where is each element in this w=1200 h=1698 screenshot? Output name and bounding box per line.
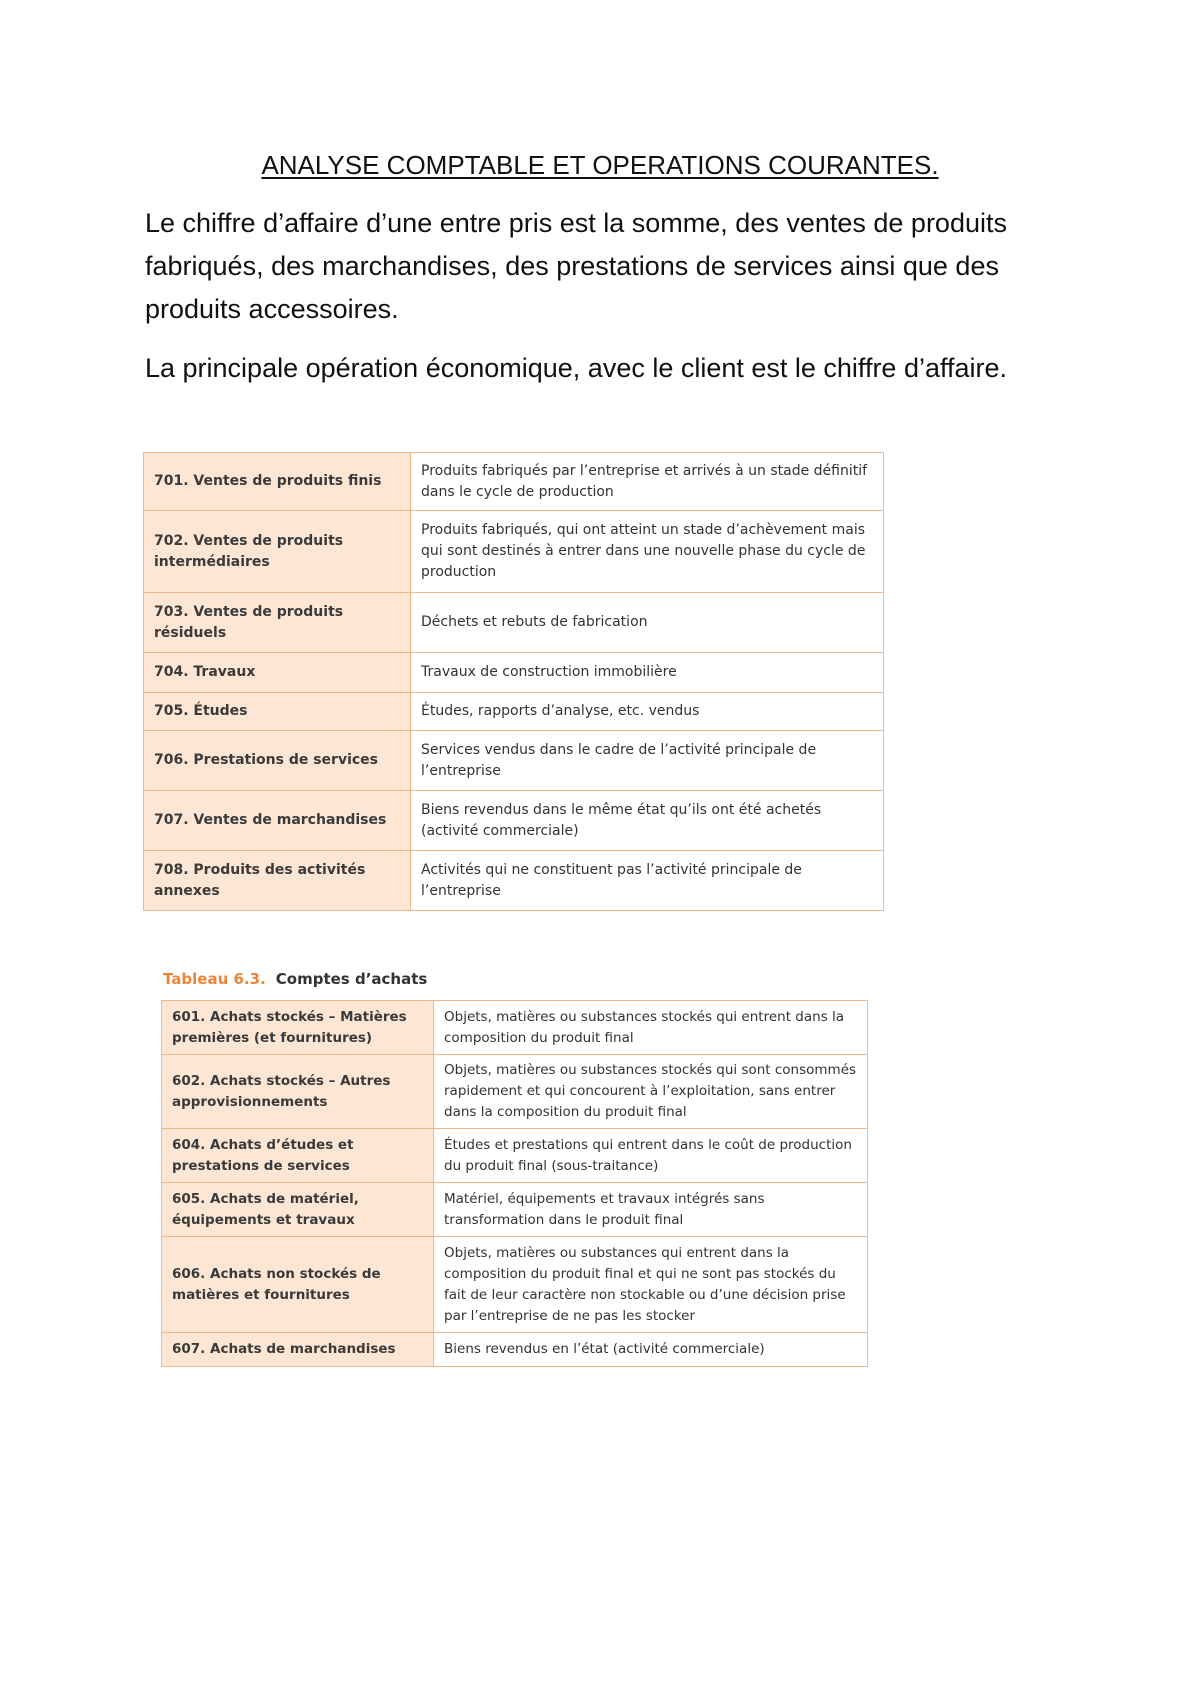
table-caption-title: Comptes d’achats	[275, 970, 428, 988]
account-description: Études et prestations qui entrent dans le coût de production du produit final (sous-traitance)	[434, 1129, 868, 1183]
intro-paragraph: La principale opération économique, avec le client est le chiffre d’affaire.	[145, 353, 1008, 383]
account-description: Biens revendus dans le même état qu’ils ont été achetés (activité commerciale)	[411, 791, 884, 851]
table-row	[144, 693, 884, 731]
table-row	[144, 511, 884, 593]
account-code: 602. Achats stockés – Autres approvisionnements	[162, 1055, 434, 1129]
table-caption-number: Tableau 6.3.	[163, 970, 266, 988]
table-row	[144, 453, 884, 511]
table-row	[162, 1055, 868, 1129]
account-description: Déchets et rebuts de fabrication	[411, 593, 884, 653]
account-description: Biens revendus en l’état (activité commerciale)	[434, 1333, 868, 1367]
account-description: Objets, matières ou substances stockés qui entrent dans la composition du produit final	[434, 1001, 868, 1055]
table-row	[162, 1129, 868, 1183]
account-code: 607. Achats de marchandises	[162, 1333, 434, 1367]
account-description: Travaux de construction immobilière	[411, 653, 884, 693]
account-code: 601. Achats stockés – Matières premières (et fournitures)	[162, 1001, 434, 1055]
purchase-accounts-table	[161, 1000, 868, 1367]
table-row	[144, 593, 884, 653]
account-description: Études, rapports d’analyse, etc. vendus	[411, 693, 884, 731]
account-description: Activités qui ne constituent pas l’activité principale de l’entreprise	[411, 851, 884, 911]
account-code: 706. Prestations de services	[144, 731, 411, 791]
table-row	[162, 1183, 868, 1237]
account-code: 705. Études	[144, 693, 411, 731]
sales-accounts-table	[143, 452, 884, 911]
table-row	[162, 1333, 868, 1367]
table-caption	[163, 970, 427, 988]
table-row	[144, 851, 884, 911]
table-row	[144, 653, 884, 693]
table-row	[144, 731, 884, 791]
table-row	[144, 791, 884, 851]
account-description: Produits fabriqués, qui ont atteint un stade d’achèvement mais qui sont destinés à entrer dans une nouvelle phase du cycle de production	[411, 511, 884, 593]
table-row	[162, 1237, 868, 1333]
account-code: 704. Travaux	[144, 653, 411, 693]
account-code: 708. Produits des activités annexes	[144, 851, 411, 911]
account-description: Services vendus dans le cadre de l’activité principale de l’entreprise	[411, 731, 884, 791]
account-code: 604. Achats d’études et prestations de services	[162, 1129, 434, 1183]
account-code: 606. Achats non stockés de matières et fournitures	[162, 1237, 434, 1333]
account-description: Matériel, équipements et travaux intégrés sans transformation dans le produit final	[434, 1183, 868, 1237]
account-code: 707. Ventes de marchandises	[144, 791, 411, 851]
account-code: 702. Ventes de produits intermédiaires	[144, 511, 411, 593]
intro-paragraph: Le chiffre d’affaire d’une entre pris est la somme, des ventes de produits fabriqués, des marchandises, des prestations de services ainsi que des produits accessoires.	[145, 208, 1007, 324]
account-description: Objets, matières ou substances qui entrent dans la composition du produit final et qui ne sont pas stockés du fait de leur caractère non stockable ou d’une décision prise par l’entreprise de ne pas les stocker	[434, 1237, 868, 1333]
account-description: Objets, matières ou substances stockés qui sont consommés rapidement et qui concourent à l’exploitation, sans entrer dans la composition du produit final	[434, 1055, 868, 1129]
account-code: 701. Ventes de produits finis	[144, 453, 411, 511]
page-title: ANALYSE COMPTABLE ET OPERATIONS COURANTES.	[261, 150, 939, 180]
account-code: 703. Ventes de produits résiduels	[144, 593, 411, 653]
table-row	[162, 1001, 868, 1055]
account-code: 605. Achats de matériel, équipements et travaux	[162, 1183, 434, 1237]
account-description: Produits fabriqués par l’entreprise et arrivés à un stade définitif dans le cycle de production	[411, 453, 884, 511]
